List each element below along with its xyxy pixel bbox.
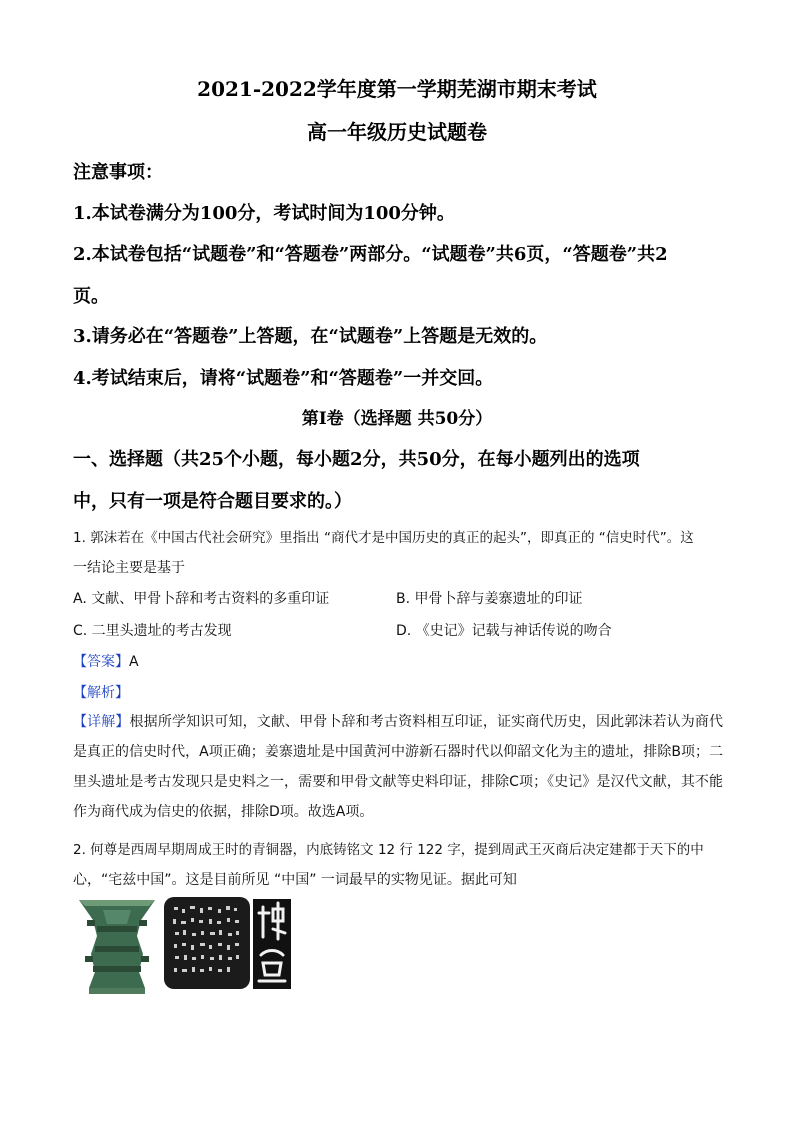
section-intro-line-1: 一、选择题（共25个小题，每小题2分，共50分，在每小题列出的选项 — [73, 449, 640, 470]
section-title: 第I卷（选择题 共50分） — [301, 409, 493, 429]
note-4: 4.考试结束后，请将“试题卷”和“答题卷”一并交回。 — [73, 368, 494, 389]
analysis-tag: 【解析】 — [73, 685, 129, 701]
q1-option-a: A. 文献、甲骨卜辞和考古资料的多重印证 — [73, 591, 330, 607]
q1-detail-text: 根据所学知识可知，文献、甲骨卜辞和考古资料相互印证，证实商代历史，因此郭沫若认为商代是真正的信史时代，A项正确；姜寨遗址是中国黄河中游新石器时代以仰韶文化为主的遗址，排除B项；二里头遗址是考古发现只是史料之一，需要和甲骨文献等史料印证，排除C项；《史记》是汉代文献，其不能作为商代成为信史的依据，排除D项。故选A项。 — [73, 714, 724, 820]
q1-answer-value: A — [129, 654, 139, 670]
detail-tag: 【详解】 — [73, 714, 130, 730]
note-3: 3.请务必在“答题卷”上答题，在“试题卷”上答题是无效的。 — [73, 326, 548, 347]
bronze-vessel-icon — [73, 896, 161, 996]
q1-detail-paragraph — [73, 707, 723, 827]
answer-tag: 【答案】 — [73, 654, 129, 670]
exam-title: 2021-2022学年度第一学期芜湖市期末考试 — [197, 77, 597, 101]
rubbing-icon — [164, 897, 250, 989]
q1-answer-row — [73, 651, 139, 671]
note-2-line-2: 页。 — [73, 286, 109, 307]
inscription-rubbing-image — [164, 897, 250, 989]
bronze-vessel-image — [73, 896, 161, 996]
exam-subtitle: 高一年级历史试题卷 — [307, 120, 487, 144]
note-2-line-1: 2.本试卷包括“试题卷”和“答题卷”两部分。“试题卷”共6页，“答题卷”共2 — [73, 244, 668, 265]
q2-stem-line-1: 2. 何尊是西周早期周成王时的青铜器，内底铸铭文 12 行 122 字，提到周武王灭商后决定建都于天下的中 — [73, 842, 704, 858]
zhongguo-glyph-image — [253, 899, 291, 989]
section-intro-line-2: 中，只有一项是符合题目要求的。） — [73, 491, 352, 512]
q1-option-d: D. 《史记》记载与神话传说的吻合 — [396, 623, 612, 639]
note-1: 1.本试卷满分为100分，考试时间为100分钟。 — [73, 203, 455, 224]
q1-stem-line-1: 1. 郭沫若在《中国古代社会研究》里指出 “商代才是中国历史的真正的起头”，即真正的 “信史时代”。这 — [73, 530, 694, 546]
glyph-icon — [253, 899, 291, 989]
q1-stem-line-2: 一结论主要是基于 — [73, 560, 185, 576]
notes-heading: 注意事项： — [73, 162, 163, 183]
q1-option-c: C. 二里头遗址的考古发现 — [73, 623, 232, 639]
q1-option-b: B. 甲骨卜辞与姜寨遗址的印证 — [396, 591, 583, 607]
q2-stem-line-2: 心，“宅兹中国”。这是目前所见 “中国” 一词最早的实物见证。据此可知 — [73, 872, 517, 888]
